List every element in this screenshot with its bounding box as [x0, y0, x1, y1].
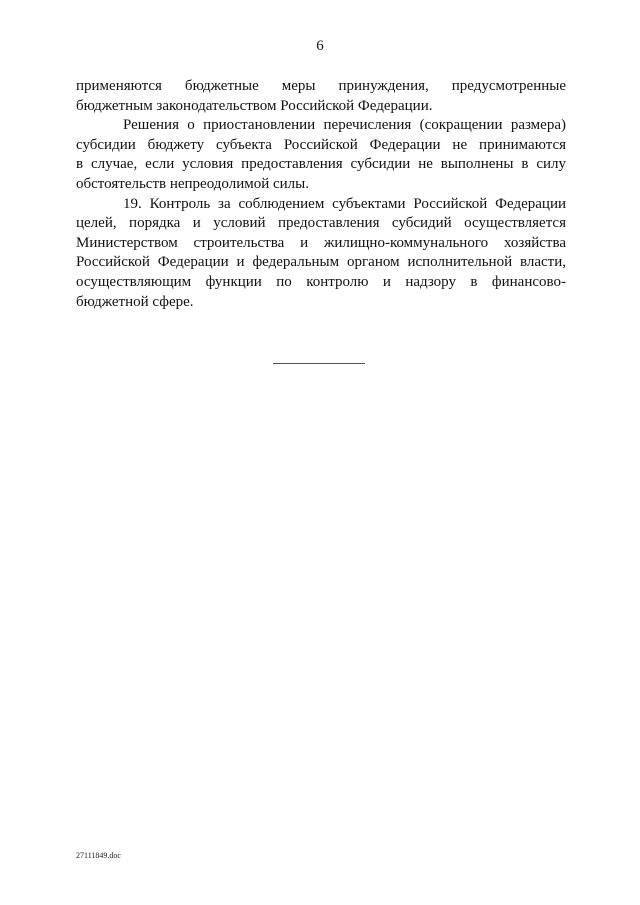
- text-line: Министерством строительства и жилищно-коммунального хозяйства: [76, 234, 566, 251]
- text-line: целей, порядка и условий предоставления субсидий осуществляется: [76, 215, 566, 232]
- end-separator-line: [273, 363, 365, 364]
- paragraph-continuation: [76, 77, 566, 116]
- page-number: 6: [316, 38, 324, 54]
- text-line: бюджетной сфере.: [76, 293, 194, 310]
- paragraph-decisions: [76, 116, 566, 194]
- text-line: обстоятельств непреодолимой силы.: [76, 175, 309, 192]
- text-line: Российской Федерации и федеральным органом исполнительной власти,: [76, 254, 566, 271]
- text-line: субсидии бюджету субъекта Российской Федерации не принимаются: [76, 136, 566, 153]
- text-line: Решения о приостановлении перечисления (сокращении размера): [123, 117, 566, 134]
- document-body: [76, 77, 566, 312]
- paragraph-19: [76, 195, 566, 313]
- text-line: осуществляющим функции по контролю и надзору в финансово-: [76, 273, 566, 290]
- text-line: бюджетным законодательством Российской Федерации.: [76, 97, 433, 114]
- text-line: 19. Контроль за соблюдением субъектами Российской Федерации: [123, 195, 566, 212]
- text-line: в случае, если условия предоставления субсидии не выполнены в силу: [76, 156, 566, 173]
- footer-filename: 27111849.doc: [76, 851, 121, 860]
- text-line: применяются бюджетные меры принуждения, предусмотренные: [76, 78, 566, 94]
